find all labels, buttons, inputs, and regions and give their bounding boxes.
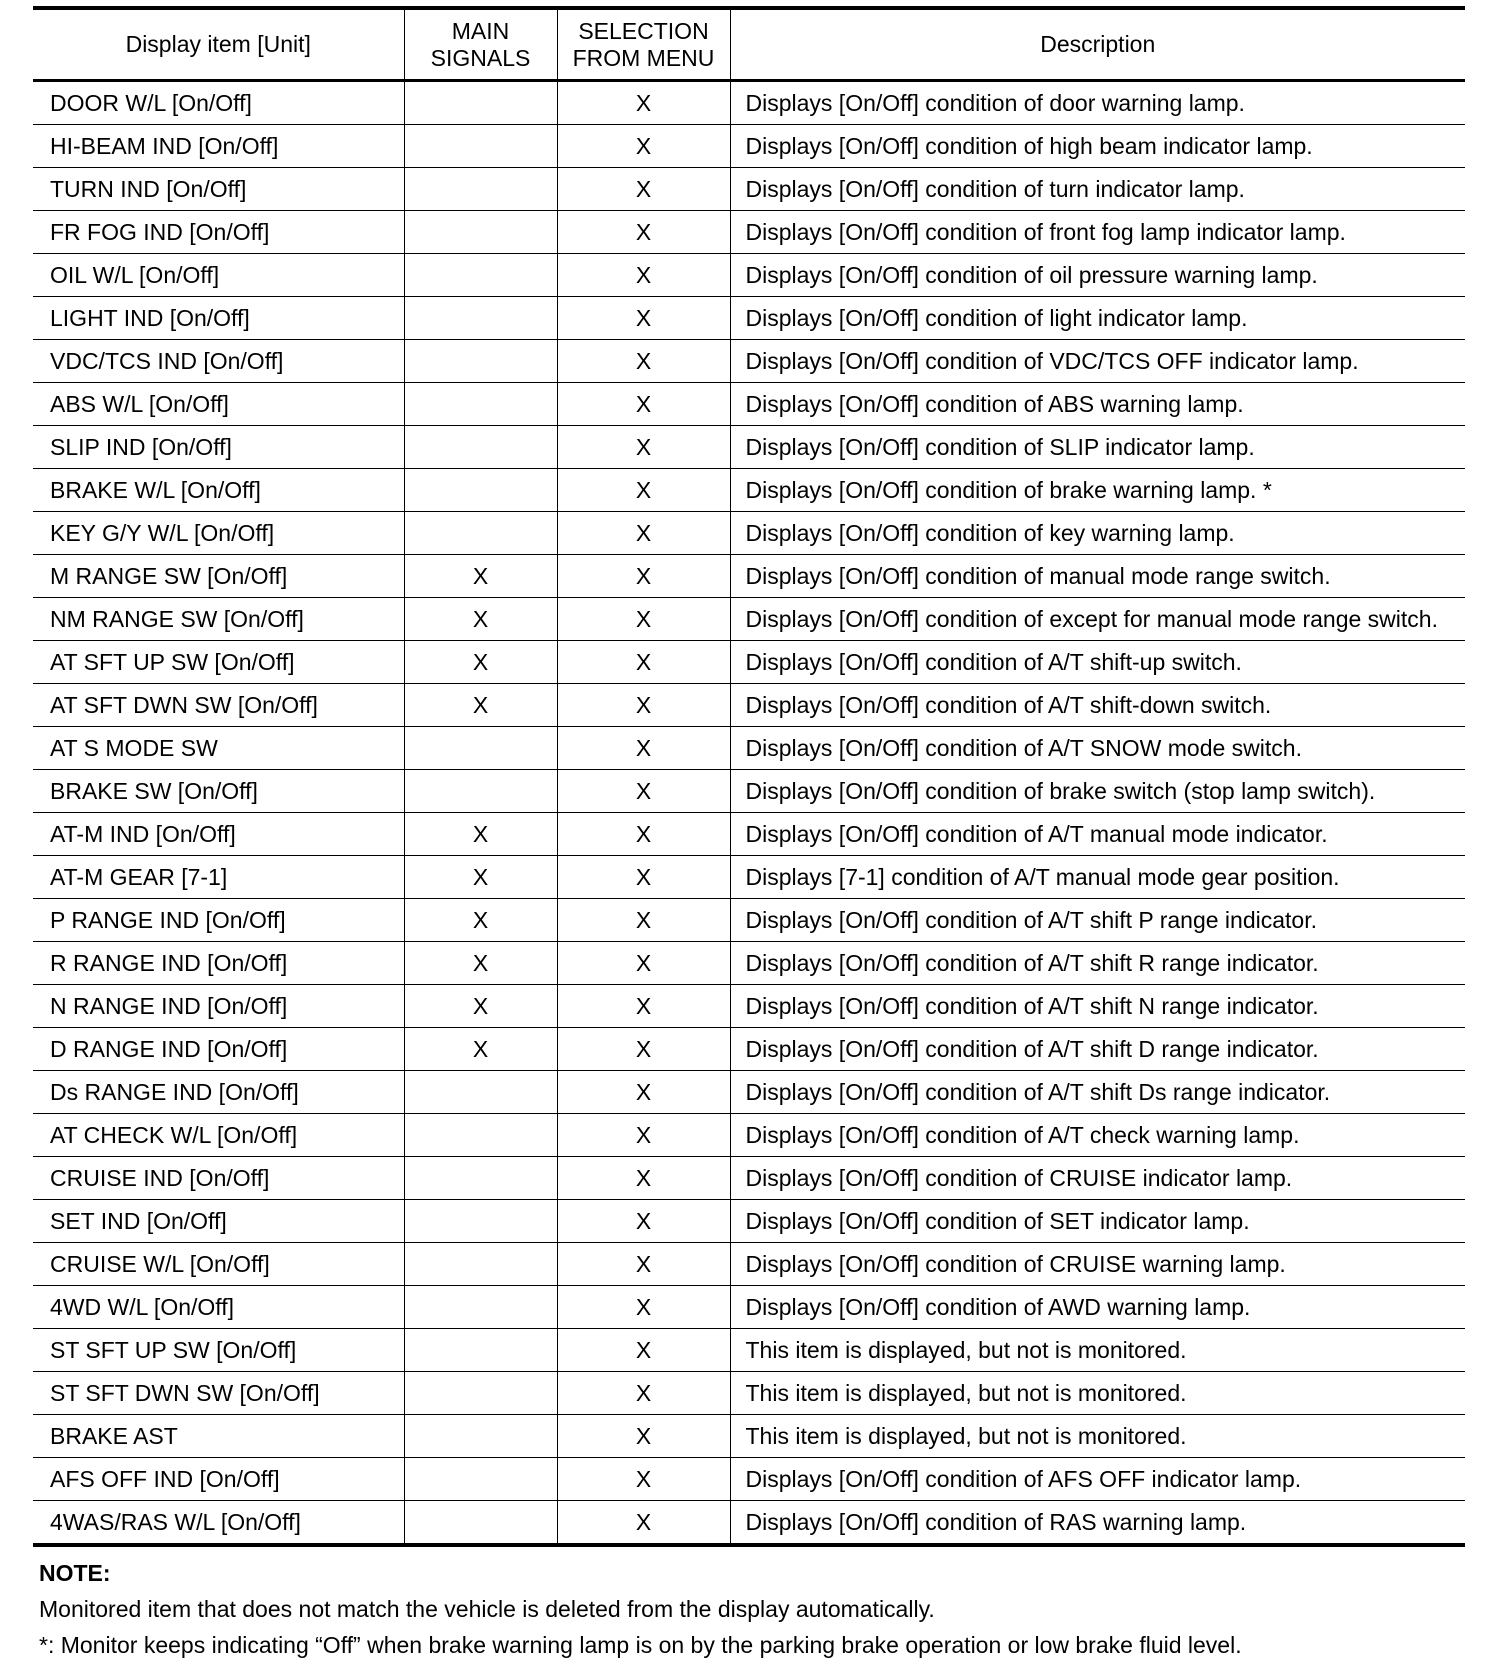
table-row: [33, 684, 1465, 727]
cell-main-signals: [404, 297, 557, 340]
cell-display-item: CRUISE IND [On/Off]: [33, 1157, 404, 1200]
data-monitor-table: [33, 6, 1465, 1547]
cell-display-item: M RANGE SW [On/Off]: [33, 555, 404, 598]
note-line-2: *: Monitor keeps indicating “Off” when brake warning lamp is on by the parking brake operation or low brake fluid level.: [39, 1632, 1242, 1658]
cell-main-signals: X: [404, 985, 557, 1028]
cell-description: Displays [On/Off] condition of AWD warning lamp.: [730, 1286, 1465, 1329]
cell-selection-from-menu: X: [557, 684, 730, 727]
cell-main-signals: [404, 1415, 557, 1458]
cell-display-item: HI-BEAM IND [On/Off]: [33, 125, 404, 168]
cell-main-signals: [404, 125, 557, 168]
cell-display-item: SET IND [On/Off]: [33, 1200, 404, 1243]
cell-selection-from-menu: X: [557, 512, 730, 555]
cell-selection-from-menu: X: [557, 1415, 730, 1458]
cell-display-item: 4WAS/RAS W/L [On/Off]: [33, 1501, 404, 1546]
note-line-1: Monitored item that does not match the vehicle is deleted from the display automatically.: [39, 1596, 935, 1622]
cell-main-signals: [404, 383, 557, 426]
cell-description: Displays [On/Off] condition of A/T shift P range indicator.: [730, 899, 1465, 942]
cell-selection-from-menu: X: [557, 168, 730, 211]
cell-display-item: D RANGE IND [On/Off]: [33, 1028, 404, 1071]
header-selection-from-menu: [557, 8, 730, 81]
header-display-item: [33, 8, 404, 81]
cell-main-signals: X: [404, 899, 557, 942]
table-row: [33, 1501, 1465, 1546]
table-row: [33, 297, 1465, 340]
cell-main-signals: X: [404, 813, 557, 856]
cell-main-signals: [404, 1114, 557, 1157]
cell-display-item: LIGHT IND [On/Off]: [33, 297, 404, 340]
cell-description: Displays [On/Off] condition of brake warning lamp. *: [730, 469, 1465, 512]
table-row: [33, 1157, 1465, 1200]
cell-selection-from-menu: X: [557, 297, 730, 340]
cell-description: Displays [On/Off] condition of AFS OFF indicator lamp.: [730, 1458, 1465, 1501]
cell-selection-from-menu: X: [557, 469, 730, 512]
cell-description: Displays [On/Off] condition of VDC/TCS OFF indicator lamp.: [730, 340, 1465, 383]
cell-main-signals: X: [404, 942, 557, 985]
cell-description: This item is displayed, but not is monitored.: [730, 1372, 1465, 1415]
header-main-signals: [404, 8, 557, 81]
table-row: [33, 727, 1465, 770]
cell-display-item: BRAKE AST: [33, 1415, 404, 1458]
table-row: [33, 1028, 1465, 1071]
header-description: [730, 8, 1465, 81]
table-body: [33, 81, 1465, 1546]
cell-main-signals: [404, 1200, 557, 1243]
cell-description: This item is displayed, but not is monitored.: [730, 1415, 1465, 1458]
cell-description: Displays [On/Off] condition of A/T shift D range indicator.: [730, 1028, 1465, 1071]
cell-description: Displays [On/Off] condition of manual mode range switch.: [730, 555, 1465, 598]
table-row: [33, 512, 1465, 555]
table-row: [33, 1114, 1465, 1157]
cell-display-item: SLIP IND [On/Off]: [33, 426, 404, 469]
cell-main-signals: [404, 211, 557, 254]
cell-display-item: N RANGE IND [On/Off]: [33, 985, 404, 1028]
cell-main-signals: X: [404, 684, 557, 727]
table-row: [33, 899, 1465, 942]
table-row: [33, 555, 1465, 598]
cell-description: Displays [On/Off] condition of key warning lamp.: [730, 512, 1465, 555]
cell-description: Displays [On/Off] condition of A/T manual mode indicator.: [730, 813, 1465, 856]
cell-display-item: P RANGE IND [On/Off]: [33, 899, 404, 942]
cell-display-item: OIL W/L [On/Off]: [33, 254, 404, 297]
table-row: [33, 942, 1465, 985]
cell-description: Displays [On/Off] condition of CRUISE indicator lamp.: [730, 1157, 1465, 1200]
table-row: [33, 469, 1465, 512]
cell-display-item: TURN IND [On/Off]: [33, 168, 404, 211]
cell-selection-from-menu: X: [557, 1329, 730, 1372]
cell-main-signals: [404, 81, 557, 125]
cell-description: Displays [On/Off] condition of high beam indicator lamp.: [730, 125, 1465, 168]
cell-main-signals: X: [404, 641, 557, 684]
table-row: [33, 1071, 1465, 1114]
cell-description: Displays [On/Off] condition of SLIP indicator lamp.: [730, 426, 1465, 469]
cell-description: Displays [On/Off] condition of A/T shift Ds range indicator.: [730, 1071, 1465, 1114]
table-row: [33, 81, 1465, 125]
cell-description: Displays [On/Off] condition of ABS warning lamp.: [730, 383, 1465, 426]
cell-description: Displays [On/Off] condition of front fog lamp indicator lamp.: [730, 211, 1465, 254]
table-row: [33, 1200, 1465, 1243]
table-row: [33, 598, 1465, 641]
cell-display-item: NM RANGE SW [On/Off]: [33, 598, 404, 641]
cell-selection-from-menu: X: [557, 555, 730, 598]
cell-main-signals: X: [404, 856, 557, 899]
cell-selection-from-menu: X: [557, 1501, 730, 1546]
cell-selection-from-menu: X: [557, 1243, 730, 1286]
cell-display-item: FR FOG IND [On/Off]: [33, 211, 404, 254]
cell-selection-from-menu: X: [557, 426, 730, 469]
cell-description: Displays [On/Off] condition of light indicator lamp.: [730, 297, 1465, 340]
cell-main-signals: [404, 770, 557, 813]
cell-selection-from-menu: X: [557, 211, 730, 254]
table-row: [33, 770, 1465, 813]
note-section: [33, 1555, 1465, 1663]
table-row: [33, 383, 1465, 426]
cell-description: Displays [On/Off] condition of A/T check warning lamp.: [730, 1114, 1465, 1157]
cell-description: Displays [On/Off] condition of turn indicator lamp.: [730, 168, 1465, 211]
table-row: [33, 1243, 1465, 1286]
cell-main-signals: [404, 512, 557, 555]
cell-main-signals: X: [404, 1028, 557, 1071]
cell-display-item: AT SFT DWN SW [On/Off]: [33, 684, 404, 727]
cell-display-item: CRUISE W/L [On/Off]: [33, 1243, 404, 1286]
cell-main-signals: [404, 426, 557, 469]
cell-selection-from-menu: X: [557, 813, 730, 856]
header-main-signals-line2: SIGNALS: [430, 44, 531, 71]
cell-description: Displays [On/Off] condition of A/T shift R range indicator.: [730, 942, 1465, 985]
table-row: [33, 813, 1465, 856]
cell-description: Displays [On/Off] condition of A/T shift N range indicator.: [730, 985, 1465, 1028]
table-row: [33, 985, 1465, 1028]
cell-description: Displays [On/Off] condition of A/T shift-up switch.: [730, 641, 1465, 684]
cell-selection-from-menu: X: [557, 598, 730, 641]
cell-selection-from-menu: X: [557, 942, 730, 985]
cell-selection-from-menu: X: [557, 770, 730, 813]
cell-description: Displays [On/Off] condition of RAS warning lamp.: [730, 1501, 1465, 1546]
cell-selection-from-menu: X: [557, 1114, 730, 1157]
table-header-row: [33, 8, 1465, 81]
cell-display-item: AT S MODE SW: [33, 727, 404, 770]
cell-display-item: AT CHECK W/L [On/Off]: [33, 1114, 404, 1157]
cell-selection-from-menu: X: [557, 81, 730, 125]
cell-selection-from-menu: X: [557, 1458, 730, 1501]
cell-display-item: 4WD W/L [On/Off]: [33, 1286, 404, 1329]
cell-selection-from-menu: X: [557, 254, 730, 297]
table-row: [33, 1372, 1465, 1415]
cell-main-signals: [404, 1286, 557, 1329]
cell-main-signals: [404, 1071, 557, 1114]
cell-selection-from-menu: X: [557, 1071, 730, 1114]
table-row: [33, 1329, 1465, 1372]
table-row: [33, 641, 1465, 684]
table-row: [33, 211, 1465, 254]
table-row: [33, 1458, 1465, 1501]
cell-main-signals: X: [404, 598, 557, 641]
table-row: [33, 125, 1465, 168]
cell-display-item: AT SFT UP SW [On/Off]: [33, 641, 404, 684]
table-row: [33, 426, 1465, 469]
cell-main-signals: X: [404, 555, 557, 598]
cell-description: Displays [On/Off] condition of except for manual mode range switch.: [730, 598, 1465, 641]
cell-description: Displays [On/Off] condition of brake switch (stop lamp switch).: [730, 770, 1465, 813]
cell-description: Displays [On/Off] condition of CRUISE warning lamp.: [730, 1243, 1465, 1286]
cell-selection-from-menu: X: [557, 383, 730, 426]
cell-display-item: KEY G/Y W/L [On/Off]: [33, 512, 404, 555]
table-row: [33, 254, 1465, 297]
cell-selection-from-menu: X: [557, 1028, 730, 1071]
cell-display-item: ST SFT UP SW [On/Off]: [33, 1329, 404, 1372]
cell-display-item: AT-M IND [On/Off]: [33, 813, 404, 856]
cell-main-signals: [404, 1501, 557, 1546]
cell-selection-from-menu: X: [557, 1157, 730, 1200]
table-row: [33, 856, 1465, 899]
header-display-item-label: Display item [Unit]: [125, 31, 311, 57]
cell-selection-from-menu: X: [557, 1200, 730, 1243]
cell-display-item: VDC/TCS IND [On/Off]: [33, 340, 404, 383]
data-monitor-sheet: [33, 6, 1465, 1663]
header-main-signals-line1: MAIN: [451, 17, 510, 44]
cell-main-signals: [404, 1243, 557, 1286]
cell-main-signals: [404, 1458, 557, 1501]
cell-description: Displays [On/Off] condition of A/T SNOW mode switch.: [730, 727, 1465, 770]
cell-selection-from-menu: X: [557, 727, 730, 770]
cell-description: Displays [On/Off] condition of oil pressure warning lamp.: [730, 254, 1465, 297]
table-row: [33, 1286, 1465, 1329]
cell-selection-from-menu: X: [557, 856, 730, 899]
cell-description: Displays [On/Off] condition of door warning lamp.: [730, 81, 1465, 125]
note-title: NOTE:: [39, 1560, 111, 1586]
cell-selection-from-menu: X: [557, 125, 730, 168]
cell-selection-from-menu: X: [557, 1286, 730, 1329]
table-row: [33, 340, 1465, 383]
cell-main-signals: [404, 168, 557, 211]
cell-display-item: BRAKE SW [On/Off]: [33, 770, 404, 813]
cell-selection-from-menu: X: [557, 1372, 730, 1415]
header-selection-line1: SELECTION: [578, 17, 709, 44]
cell-display-item: Ds RANGE IND [On/Off]: [33, 1071, 404, 1114]
cell-display-item: R RANGE IND [On/Off]: [33, 942, 404, 985]
cell-display-item: AFS OFF IND [On/Off]: [33, 1458, 404, 1501]
cell-main-signals: [404, 1157, 557, 1200]
cell-main-signals: [404, 1329, 557, 1372]
cell-description: Displays [7-1] condition of A/T manual mode gear position.: [730, 856, 1465, 899]
table-row: [33, 1415, 1465, 1458]
cell-display-item: ABS W/L [On/Off]: [33, 383, 404, 426]
header-description-label: Description: [1040, 31, 1156, 57]
cell-selection-from-menu: X: [557, 985, 730, 1028]
header-selection-line2: FROM MENU: [572, 44, 715, 71]
cell-display-item: ST SFT DWN SW [On/Off]: [33, 1372, 404, 1415]
cell-description: This item is displayed, but not is monitored.: [730, 1329, 1465, 1372]
table-row: [33, 168, 1465, 211]
cell-display-item: AT-M GEAR [7-1]: [33, 856, 404, 899]
cell-selection-from-menu: X: [557, 641, 730, 684]
cell-description: Displays [On/Off] condition of A/T shift-down switch.: [730, 684, 1465, 727]
cell-selection-from-menu: X: [557, 899, 730, 942]
cell-main-signals: [404, 727, 557, 770]
cell-main-signals: [404, 1372, 557, 1415]
cell-main-signals: [404, 254, 557, 297]
cell-main-signals: [404, 340, 557, 383]
cell-display-item: BRAKE W/L [On/Off]: [33, 469, 404, 512]
cell-display-item: DOOR W/L [On/Off]: [50, 89, 252, 116]
cell-main-signals: [404, 469, 557, 512]
cell-selection-from-menu: X: [557, 340, 730, 383]
cell-description: Displays [On/Off] condition of SET indicator lamp.: [730, 1200, 1465, 1243]
